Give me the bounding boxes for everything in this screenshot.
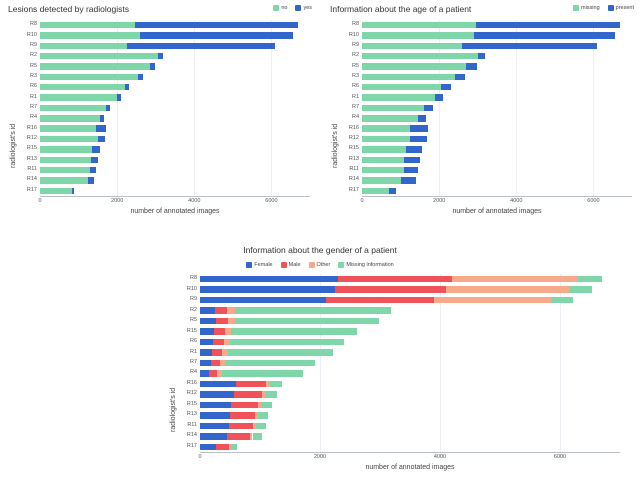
bar-segment[interactable] [213,339,224,345]
bar-segment[interactable] [40,105,106,111]
y-tick-label: R15 [186,327,197,334]
bar-row[interactable] [351,103,632,111]
bar-row[interactable] [348,145,632,152]
x-tick-label: 6000 [587,198,600,204]
chart-title-age: Information about the age of a patient [330,4,472,14]
y-tick-label: R9 [29,41,37,48]
bar-segment[interactable] [326,297,434,303]
y-tick-label: R5 [29,62,37,69]
bar-row[interactable] [351,72,632,80]
x-tick-label: 4000 [433,454,447,460]
bar-row[interactable] [189,296,620,303]
bar-segment[interactable] [200,402,231,408]
bar-segment[interactable] [40,53,158,59]
chart-panel-gender [0,240,640,486]
legend-item-missing-information[interactable] [338,262,393,268]
y-tick-label: R10 [186,285,197,292]
bar-segment[interactable] [72,188,74,194]
bar-row[interactable] [348,186,632,194]
x-axis-line [362,196,632,197]
bar-row[interactable] [29,41,310,49]
y-axis-label-age: radiologist's id [332,123,339,168]
bar-segment[interactable] [40,32,140,38]
y-tick-label: R11 [187,421,197,428]
x-axis-lesions [40,196,310,208]
bar-segment[interactable] [40,125,96,131]
legend-item-present[interactable] [608,5,634,11]
y-tick-label: R14 [348,176,359,183]
bar-segment[interactable] [362,157,404,163]
bar-segment[interactable] [410,125,427,131]
y-tick-label: R2 [189,306,197,313]
y-tick-label: R16 [186,379,197,386]
bar-segment[interactable] [40,177,88,183]
bar-segment[interactable] [362,177,401,183]
legend-label-other: Other [316,262,331,268]
bar-segment[interactable] [90,167,96,173]
bar-row[interactable] [29,93,310,100]
bar-row[interactable] [348,155,632,163]
legend-swatch-yes [295,5,301,11]
bar-segment[interactable] [227,433,250,439]
bar-segment[interactable] [125,84,129,90]
bar-segment[interactable] [270,381,282,387]
bar-segment[interactable] [362,146,406,152]
bar-segment[interactable] [235,307,391,313]
chart-panel-age [322,4,640,236]
bar-row[interactable] [26,124,310,131]
y-tick-label: R8 [189,275,197,282]
x-tick-label: 4000 [188,198,201,204]
bar-row[interactable] [189,358,620,366]
bar-segment[interactable] [452,276,578,282]
y-tick-label: R12 [26,135,37,142]
bar-segment[interactable] [230,412,255,418]
bar-segment[interactable] [362,43,462,49]
bar-segment[interactable] [96,125,106,131]
bar-segment[interactable] [235,318,379,324]
legend-label-present: present [615,5,634,11]
bar-segment[interactable] [215,307,227,313]
bar-segment[interactable] [88,177,94,183]
bar-row[interactable] [186,379,620,387]
bar-segment[interactable] [230,339,344,345]
bar-row[interactable] [26,135,310,142]
bar-segment[interactable] [209,370,217,376]
bar-segment[interactable] [362,84,441,90]
legend-swatch-no [273,5,279,11]
y-tick-label: R13 [26,155,37,162]
legend-swatch-male [281,262,287,268]
bar-row[interactable] [348,124,632,131]
bar-segment[interactable] [225,328,232,334]
bar-segment[interactable] [228,349,333,355]
bar-row[interactable] [349,166,632,173]
bar-segment[interactable] [476,22,621,28]
x-tick-label: 0 [198,454,202,460]
bar-segment[interactable] [466,63,477,69]
bar-segment[interactable] [200,339,213,345]
bar-segment[interactable] [200,412,230,418]
y-tick-label: R3 [29,72,37,79]
y-tick-label: R2 [351,52,359,59]
bar-segment[interactable] [335,286,446,292]
bar-segment[interactable] [406,146,421,152]
x-tick-label: 2000 [111,198,124,204]
bar-segment[interactable] [200,349,212,355]
bar-segment[interactable] [40,43,127,49]
bar-segment[interactable] [362,105,424,111]
chart-title-gender: Information about the gender of a patient [243,245,397,255]
bar-segment[interactable] [231,402,257,408]
y-tick-label: R17 [186,442,197,449]
bar-segment[interactable] [410,136,427,142]
bar-segment[interactable] [200,370,209,376]
bar-segment[interactable] [404,157,419,163]
bar-segment[interactable] [200,381,236,387]
y-tick-label: R11 [27,166,37,173]
bar-segment[interactable] [40,136,98,142]
y-tick-label: R4 [29,114,37,121]
plot-area-gender [186,274,620,452]
bar-segment[interactable] [40,157,91,163]
x-axis-label-age: number of annotated images [452,208,542,215]
bar-segment[interactable] [135,22,299,28]
bar-row[interactable] [29,21,310,28]
bar-segment[interactable] [418,115,426,121]
bar-segment[interactable] [424,105,433,111]
bar-segment[interactable] [200,360,211,366]
bar-segment[interactable] [455,74,465,80]
y-tick-label: R5 [189,317,197,324]
x-axis-gender [200,452,620,464]
bar-segment[interactable] [362,63,466,69]
x-axis-label-gender: number of annotated images [365,464,455,471]
bar-segment[interactable] [265,391,276,397]
bar-row[interactable] [351,52,632,59]
y-tick-label: R3 [351,72,359,79]
y-tick-label: R10 [348,31,359,38]
bar-segment[interactable] [231,444,238,450]
legend-label-missing-information: Missing information [346,262,394,268]
bar-segment[interactable] [362,136,410,142]
bar-row[interactable] [348,31,632,38]
bar-segment[interactable] [212,349,222,355]
y-tick-label: R6 [189,338,197,345]
chart-legend-gender [0,262,640,268]
bar-segment[interactable] [236,381,266,387]
bar-segment[interactable] [40,63,150,69]
y-tick-label: R2 [29,52,37,59]
y-tick-label: R13 [348,155,359,162]
legend-label-missing: missing [580,5,600,11]
bar-row[interactable] [351,114,632,121]
legend-item-female[interactable] [246,262,272,268]
bar-row[interactable] [29,62,310,69]
bar-segment[interactable] [462,43,597,49]
bar-row[interactable] [29,114,310,121]
bar-segment[interactable] [474,32,615,38]
legend-label-no: no [281,5,288,11]
x-tick-label: 2000 [433,198,446,204]
y-tick-label: R4 [351,114,359,121]
x-tick-label: 2000 [313,454,327,460]
legend-item-yes[interactable] [295,5,312,11]
bar-row[interactable] [26,176,310,183]
legend-label-female: Female [254,262,273,268]
bar-row[interactable] [189,317,620,324]
y-tick-label: R13 [186,411,197,418]
bar-row[interactable] [29,103,310,111]
legend-swatch-female [246,262,252,268]
bar-segment[interactable] [40,188,72,194]
bar-segment[interactable] [40,167,90,173]
bar-segment[interactable] [228,318,235,324]
bar-segment[interactable] [435,94,443,100]
bar-row[interactable] [351,83,632,90]
bar-row[interactable] [348,135,632,142]
bar-segment[interactable] [231,328,357,334]
bar-segment[interactable] [446,286,569,292]
bar-segment[interactable] [216,318,228,324]
bar-segment[interactable] [225,360,315,366]
bar-segment[interactable] [200,286,335,292]
bar-row[interactable] [189,306,620,313]
bar-row[interactable] [186,390,620,397]
y-tick-label: R15 [186,400,197,407]
legend-swatch-other [309,262,315,268]
y-tick-label: R1 [189,348,197,355]
bar-segment[interactable] [200,423,229,429]
bar-segment[interactable] [256,423,266,429]
bar-row[interactable] [186,442,620,450]
bar-segment[interactable] [214,328,225,334]
bar-segment[interactable] [362,53,478,59]
x-tick-label: 6000 [265,198,278,204]
bar-segment[interactable] [200,433,227,439]
plot-area-age [348,20,632,196]
bar-segment[interactable] [200,318,216,324]
y-tick-label: R9 [189,296,197,303]
bar-segment[interactable] [138,74,143,80]
bar-row[interactable] [348,176,632,183]
bar-segment[interactable] [404,167,418,173]
y-tick-label: R12 [348,135,359,142]
bar-segment[interactable] [200,391,234,397]
bar-segment[interactable] [551,297,573,303]
bar-segment[interactable] [91,157,98,163]
bar-segment[interactable] [98,136,105,142]
y-tick-label: R16 [348,124,359,131]
bar-segment[interactable] [434,297,551,303]
bar-segment[interactable] [227,307,235,313]
y-tick-label: R17 [348,186,359,193]
bar-segment[interactable] [92,146,100,152]
bar-segment[interactable] [200,297,326,303]
y-tick-label: R7 [29,103,37,110]
bar-segment[interactable] [362,167,404,173]
bar-segment[interactable] [338,276,452,282]
chart-panel-lesions [0,4,318,236]
bar-segment[interactable] [211,360,220,366]
bar-row[interactable] [351,93,632,100]
chart-legend-lesions [273,5,312,11]
bar-segment[interactable] [40,115,100,121]
x-axis-line [200,452,620,453]
x-axis-age [362,196,632,208]
bar-segment[interactable] [362,32,474,38]
bar-segment[interactable] [578,276,602,282]
x-tick-label: 0 [360,198,364,204]
bar-segment[interactable] [362,125,410,131]
bar-segment[interactable] [40,74,138,80]
bar-segment[interactable] [40,84,125,90]
bar-row[interactable] [187,421,620,429]
bar-row[interactable] [186,400,620,408]
bar-segment[interactable] [569,286,592,292]
chart-title-lesions: Lesions detected by radiologists [8,4,129,14]
bar-segment[interactable] [389,188,396,194]
legend-item-other[interactable] [309,262,331,268]
bar-row[interactable] [26,155,310,163]
bar-row[interactable] [351,41,632,49]
bar-row[interactable] [351,21,632,28]
bar-segment[interactable] [200,444,216,450]
y-tick-label: R14 [186,432,197,439]
y-tick-label: R8 [29,21,37,28]
bar-segment[interactable] [40,146,92,152]
bar-segment[interactable] [200,276,338,282]
bar-row[interactable] [26,186,310,194]
y-tick-label: R15 [348,145,359,152]
bar-segment[interactable] [362,115,418,121]
y-tick-label: R14 [26,176,37,183]
y-tick-label: R12 [186,390,197,397]
bar-row[interactable] [26,145,310,152]
bar-row[interactable] [186,411,620,418]
bar-segment[interactable] [362,22,476,28]
bar-row[interactable] [189,348,620,355]
bar-segment[interactable] [362,94,435,100]
y-tick-label: R9 [351,41,359,48]
y-tick-label: R10 [26,31,37,38]
bar-row[interactable] [351,62,632,69]
bar-segment[interactable] [158,53,164,59]
bar-row[interactable] [186,285,620,292]
bar-segment[interactable] [362,74,455,80]
bar-row[interactable] [189,275,620,282]
chart-legend-age [573,5,634,11]
y-tick-label: R1 [29,93,37,100]
legend-item-missing[interactable] [573,5,600,11]
y-tick-label: R6 [351,83,359,90]
bar-row[interactable] [189,338,620,345]
bar-row[interactable] [189,369,620,376]
x-tick-label: 0 [38,198,42,204]
y-tick-label: R16 [26,124,37,131]
bar-segment[interactable] [106,105,111,111]
bar-segment[interactable] [478,53,486,59]
x-tick-label: 4000 [510,198,523,204]
y-tick-label: R4 [189,369,197,376]
y-tick-label: R7 [351,103,359,110]
bar-segment[interactable] [40,94,117,100]
plot-area-lesions [26,20,310,196]
bar-row[interactable] [186,327,620,334]
bar-segment[interactable] [200,307,215,313]
bar-segment[interactable] [140,32,292,38]
y-tick-label: R17 [26,186,37,193]
legend-item-no[interactable] [273,5,287,11]
bar-segment[interactable] [40,22,135,28]
bar-segment[interactable] [441,84,451,90]
y-axis-label-lesions: radiologist's id [10,123,17,168]
bar-segment[interactable] [234,391,262,397]
bar-segment[interactable] [127,43,276,49]
y-tick-label: R15 [26,145,37,152]
bar-segment[interactable] [200,328,214,334]
x-tick-label: 6000 [553,454,567,460]
bar-segment[interactable] [362,188,389,194]
y-tick-label: R1 [351,93,359,100]
legend-label-male: Male [288,262,301,268]
bar-segment[interactable] [216,444,229,450]
bar-segment[interactable] [229,423,253,429]
legend-swatch-missing-information [338,262,344,268]
y-tick-label: R11 [349,166,359,173]
bar-row[interactable] [186,432,620,439]
bar-segment[interactable] [150,63,155,69]
y-axis-label-gender: radiologist's id [170,387,177,432]
y-tick-label: R5 [351,62,359,69]
legend-swatch-present [608,5,614,11]
bar-segment[interactable] [401,177,416,183]
y-tick-label: R8 [351,21,359,28]
y-tick-label: R7 [189,358,197,365]
y-tick-label: R6 [29,83,37,90]
bar-segment[interactable] [222,370,303,376]
bar-segment[interactable] [253,433,263,439]
x-axis-label-lesions: number of annotated images [130,208,220,215]
x-axis-line [40,196,310,197]
legend-item-male[interactable] [281,262,301,268]
bar-row[interactable] [29,72,310,80]
legend-swatch-missing [573,5,579,11]
bar-segment[interactable] [117,94,121,100]
bar-row[interactable] [29,52,310,59]
bar-row[interactable] [29,83,310,90]
legend-label-yes: yes [303,5,312,11]
bar-segment[interactable] [258,412,268,418]
bar-segment[interactable] [261,402,272,408]
bar-row[interactable] [26,31,310,38]
bar-row[interactable] [27,166,310,173]
bar-segment[interactable] [100,115,104,121]
